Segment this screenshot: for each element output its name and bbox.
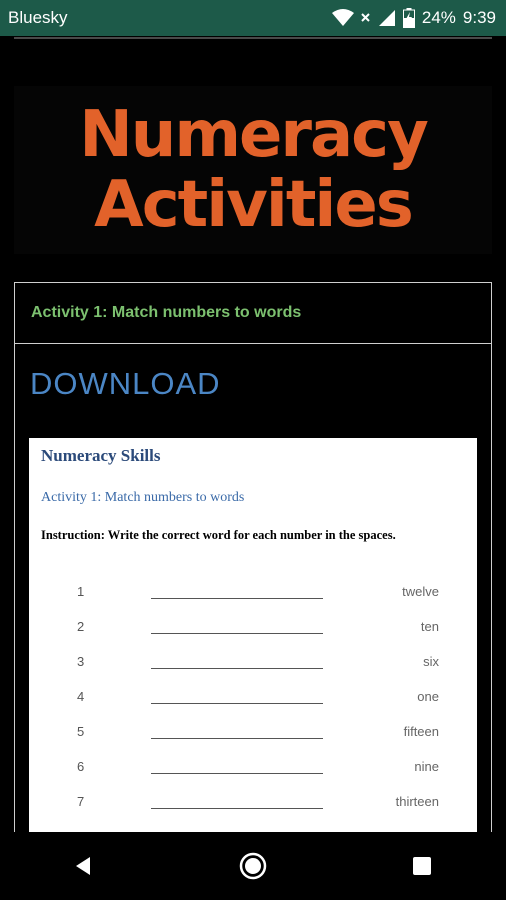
- clock: 9:39: [462, 8, 496, 27]
- no-signal-icon: [361, 12, 371, 24]
- status-bar: [0, 0, 506, 36]
- row-word: nine: [414, 759, 439, 774]
- answer-blank: [151, 668, 323, 669]
- status-icons: [332, 8, 496, 28]
- row-word: twelve: [402, 584, 439, 599]
- toolbar-divider: [14, 37, 492, 39]
- answer-blank: [151, 808, 323, 809]
- recents-button[interactable]: [392, 836, 452, 896]
- row-word: thirteen: [395, 794, 439, 809]
- navigation-bar: [0, 832, 506, 900]
- battery-percentage: 24%: [421, 8, 456, 27]
- numeracy-banner-image: [14, 86, 492, 254]
- worksheet-row: [29, 584, 477, 608]
- home-icon: [238, 851, 268, 881]
- worksheet-heading: Numeracy Skills: [41, 446, 161, 465]
- banner-title-line1: Numeracy: [79, 98, 427, 172]
- answer-blank: [151, 598, 323, 599]
- row-word: fifteen: [403, 724, 439, 739]
- row-word: one: [417, 689, 439, 704]
- row-number: 4: [77, 689, 85, 704]
- answer-blank: [151, 703, 323, 704]
- worksheet-instruction: Instruction: Write the correct word for each number in the spaces.: [41, 528, 396, 542]
- back-button[interactable]: [54, 836, 114, 896]
- worksheet-row: [29, 619, 477, 643]
- worksheet-row: [29, 689, 477, 713]
- download-link[interactable]: DOWNLOAD: [30, 366, 221, 401]
- row-number: 5: [77, 724, 85, 739]
- worksheet-row: [29, 759, 477, 783]
- back-icon: [73, 855, 95, 877]
- answer-blank: [151, 738, 323, 739]
- row-number: 2: [77, 619, 85, 634]
- row-number: 6: [77, 759, 85, 774]
- answer-blank: [151, 633, 323, 634]
- row-number: 1: [77, 584, 85, 599]
- answer-blank: [151, 773, 323, 774]
- worksheet-row: [29, 794, 477, 818]
- signal-icon: [378, 9, 396, 27]
- banner-title-line2: Activities: [94, 168, 412, 242]
- activity-header[interactable]: [14, 282, 492, 344]
- home-button[interactable]: [223, 836, 283, 896]
- row-number: 7: [77, 794, 85, 809]
- recents-icon: [412, 856, 432, 876]
- row-word: ten: [420, 619, 439, 634]
- carrier-name: Bluesky: [8, 8, 68, 27]
- row-word: six: [423, 654, 439, 669]
- row-number: 3: [77, 654, 85, 669]
- battery-charging-icon: [403, 8, 415, 28]
- wifi-icon: [332, 9, 354, 27]
- activity-title: Activity 1: Match numbers to words: [31, 304, 302, 321]
- worksheet-preview[interactable]: [29, 438, 477, 838]
- worksheet-row: [29, 724, 477, 748]
- worksheet-subheading: Activity 1: Match numbers to words: [41, 490, 245, 505]
- worksheet-row: [29, 654, 477, 678]
